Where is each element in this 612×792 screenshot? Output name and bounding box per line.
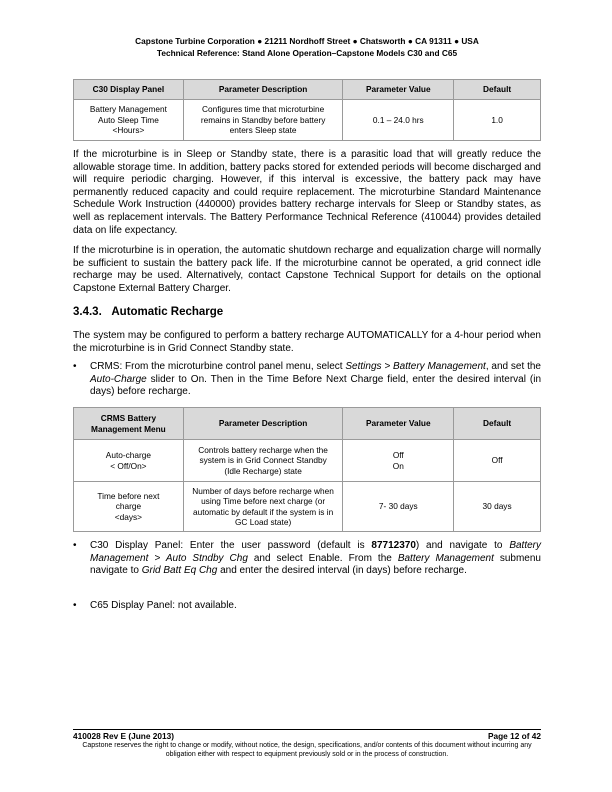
table-cell: 0.1 – 24.0 hrs: [343, 100, 454, 141]
paragraph-sleep-standby: If the microturbine is in Sleep or Standby state, there is a parasitic load that will greatly reduce the allowable storage time. In addition, battery packs stored for extended periods will become discharged and will require periodic charging. However, if this interval is excessive, the battery pack may have permanently reduced capacity and could require replacement. The microturbine Standard Maintenance Schedule Work Instruction (440000) provides battery recharge intervals for Sleep or Standby states, as well as replacement intervals. The Battery Performance Technical Reference (410044) provides detailed data on life expectancy.: [73, 149, 541, 236]
section-title: Automatic Recharge: [111, 306, 224, 318]
table-cell: 7- 30 days: [343, 482, 454, 532]
table-row: [74, 100, 541, 141]
table-cell: Number of days before recharge when using Time before next charge (or automatic by default if the system is in GC Load state): [183, 482, 343, 532]
page-header: [73, 36, 541, 59]
table-header-cell: Parameter Value: [343, 80, 454, 100]
table-cell: Controls battery recharge when the system is in Grid Connect Standby (Idle Recharge) state: [183, 440, 343, 482]
table-header-cell: C30 Display Panel: [74, 80, 184, 100]
table-row: [74, 482, 541, 532]
table-header-cell: Parameter Description: [183, 408, 343, 440]
bullet-crms: [73, 361, 541, 399]
table-header-row: [74, 408, 541, 440]
c30-display-table: [73, 79, 541, 141]
table-header-cell: Default: [454, 408, 541, 440]
table-header-cell: Parameter Description: [183, 80, 343, 100]
table-cell: Time before next charge <days>: [74, 482, 184, 532]
table-cell: Off On: [343, 440, 454, 482]
bullet-dot: •: [73, 540, 77, 551]
table-header-cell: Default: [454, 80, 541, 100]
table-cell: Battery Management Auto Sleep Time <Hours>: [74, 100, 184, 141]
bullet-text: C65 Display Panel: not available.: [90, 600, 237, 611]
table-header-cell: Parameter Value: [343, 408, 454, 440]
table-header-cell: CRMS Battery Management Menu: [74, 408, 184, 440]
bullet-text: C30 Display Panel: Enter the user password (default is 87712370) and navigate to Battery Management > Auto Stndby Chg and select Enable. From the Battery Management submenu navigate to Grid Batt Eq Chg and enter the desired interval (in days) before recharge.: [90, 540, 541, 577]
table-row: [74, 440, 541, 482]
table-header-row: [74, 80, 541, 100]
table-cell: Configures time that microturbine remains in Standby before battery enters Sleep state: [183, 100, 343, 141]
table-cell: 30 days: [454, 482, 541, 532]
bullet-c30-panel: [73, 540, 541, 578]
header-title-line: Technical Reference: Stand Alone Operation–Capstone Models C30 and C65: [156, 47, 458, 58]
bullet-c65-panel: [73, 600, 541, 613]
section-number: 3.4.3.: [73, 306, 102, 318]
footer-disclaimer: Capstone reserves the right to change or modify, without notice, the design, specifications, and/or contents of this document without incurring any obligation either with respect to equipment previously sold or in the process of construction.: [82, 742, 532, 758]
bullet-dot: •: [73, 361, 77, 372]
paragraph-operation: If the microturbine is in operation, the automatic shutdown recharge and equalization charge will normally be sufficient to sustain the battery pack life. If the microturbine cannot be operated, a grid connect idle recharge may be used. Alternatively, contact Capstone Technical Support for details on the optional Capstone External Battery Charger.: [73, 245, 541, 294]
section-heading: [73, 306, 223, 318]
table-cell: Auto-charge < Off/On>: [74, 440, 184, 482]
footer-page-number: Page 12 of 42: [487, 731, 541, 741]
paragraph-auto-recharge: The system may be configured to perform a battery recharge AUTOMATICALLY for a 4-hour period when the microturbine is in Grid Connect Standby state.: [73, 330, 541, 354]
table-cell: 1.0: [454, 100, 541, 141]
bullet-dot: •: [73, 600, 77, 611]
bullet-text: CRMS: From the microturbine control panel menu, select Settings > Battery Management, and set the Auto-Charge slider to On. Then in the Time Before Next Charge field, enter the desired interval (in days) before recharge.: [90, 361, 541, 398]
header-company-line: Capstone Turbine Corporation ● 21211 Nordhoff Street ● Chatsworth ● CA 91311 ● USA: [135, 36, 479, 46]
footer-doc-number: 410028 Rev E (June 2013): [73, 731, 175, 741]
table-cell: Off: [454, 440, 541, 482]
crms-battery-table: [73, 407, 541, 532]
page-footer: [73, 729, 541, 759]
